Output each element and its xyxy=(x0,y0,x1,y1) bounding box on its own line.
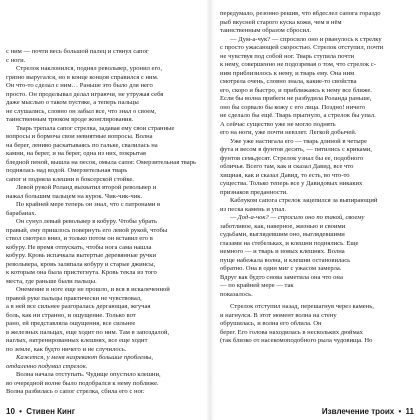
text-line: Тварь трепала сапог стрелка, задавая ему свои странные xyxy=(16,124,175,132)
text-line: поднялась над водой. Омерзительная тварь xyxy=(6,167,128,174)
text-line: рыб вкусней старого куска кожи, чем в нём xyxy=(220,18,342,26)
text-line: в железных пальцах, еще ходит по ним. Там в запоздалой, xyxy=(6,328,170,336)
left-footer-bullet: • xyxy=(19,407,22,416)
text-line: правой руке пальцы практически не чувствовал, xyxy=(6,294,142,302)
right-running-head: Извлечение троих xyxy=(321,407,395,416)
text-line: грязно выругался, но в конце концов справился с ним. xyxy=(6,73,159,81)
text-line: смотрела очень, словно знала, какие-то свойства xyxy=(220,78,357,85)
text-line: не сделало бы ещё. Тварь прыгнуло, а стрелок бы упал. xyxy=(220,112,376,119)
text-line: Левой рукой Роланд выхватил второй револьвер и xyxy=(16,184,157,191)
text-line: его на ноги, уже почти невзлет. Легкой добычей. xyxy=(220,129,357,136)
text-line: оно бы сорвало бы кожу с его лица. Поздно! ничего xyxy=(220,103,366,111)
text-line: барабанах. xyxy=(6,209,37,217)
text-line: признаков преданности. xyxy=(220,188,288,196)
text-line: Волна разбилась о сапог стрелка, сбила его с ног. xyxy=(6,388,145,395)
text-line: существа. Только теперь все у Давидовых никаких xyxy=(220,180,363,187)
right-page-footer xyxy=(322,407,414,416)
text-line: Если бы волна прибеги не разбудила Роланда раньше, xyxy=(220,95,372,102)
text-line: Он что-то сделал с ним… Раньше это было для него xyxy=(6,82,153,89)
text-line: Кажется, у меня назревают большие проблемы, xyxy=(16,354,154,361)
text-line: А сейчас существо уже не могло поднять xyxy=(220,120,336,128)
text-line: его, скоро и быстро, и приближаясь к нему все ближе. xyxy=(220,86,372,94)
text-line: Каблуком сапога стрелок зацепился за выпирающий xyxy=(230,197,378,204)
text-line: даже мыслью о таком пустяке, а теперь пальцы xyxy=(6,99,139,106)
text-line: Он сунул левый револьвер в кобуру. Чтобы убрать xyxy=(16,218,158,225)
text-line: немного — и тварь и новых клешнях. Волна xyxy=(220,248,345,255)
text-line: — по крайней мере — так xyxy=(220,282,294,289)
text-line: хищная, как и сказал Давид, то есть, во что-то xyxy=(220,171,350,179)
text-line: и нагнулся. В этот момент волна на стену xyxy=(220,311,337,319)
text-line: на берег, лениво раскатываясь по гальке, свалилась на xyxy=(6,141,158,149)
text-line: с просто ужасающей скоростью. Стрелок отступил, почти xyxy=(220,44,384,51)
text-line: Уже уже настигала его — тварь длиной в четыре xyxy=(230,137,367,145)
text-line: обличья. Всего там, как и сказал Давид, все что xyxy=(220,163,354,170)
text-line: отдаленно подумал стрелок. xyxy=(6,362,88,370)
text-line: места, где раньше были пальцы. xyxy=(6,277,97,285)
text-line: нажал большим пальцем на курок. Чик-чик-чик. xyxy=(6,192,143,200)
text-line: заботливое, как, наверное, жизнью и своими xyxy=(220,222,346,230)
text-line: обратно. Она в один миг с ужасом замерла. xyxy=(220,265,342,272)
text-line: по земле, как будто ничего и не случилось. xyxy=(6,345,127,353)
left-page-number: 10 xyxy=(6,407,15,416)
text-line: наглых, натренированных клешнях, все еще ходит xyxy=(6,337,148,344)
text-line: судьбами, выглядевшим оно, выглядевшими xyxy=(220,231,345,238)
text-line: бледной пеной, вышла на песок, омыла сапог. Омерзительная тварь xyxy=(6,158,197,166)
text-line: во очередной волне было подобрался к нему поближе. xyxy=(6,379,159,387)
text-line: сапог и подняла клешни в боксерской стойке. xyxy=(6,175,134,183)
right-footer-bullet: • xyxy=(398,407,402,416)
text-line: а в ней все сильнее разгоралась дергающая, жгучая xyxy=(6,303,151,310)
left-page-text xyxy=(6,48,204,397)
text-line: Онемение в ноге еще не прошло, и вся в искалеченной xyxy=(16,286,170,293)
text-line: револьвера, кровь заляпала кобуру и старые джинсы, xyxy=(6,260,156,268)
text-line: с ноги. xyxy=(6,56,26,64)
text-line: правый, ему пришлось повернуть его левой рукой, чтобы xyxy=(6,226,168,234)
text-line: кобуру. Кровь испачкала вытертые деревянные ручки xyxy=(6,252,157,259)
text-line: не чувствуя под собой ног. Тварь ступила почти xyxy=(220,52,355,60)
text-line: ствол смотрел вниз, и только потом он вставил его в xyxy=(6,235,153,242)
text-line: из песка камень и упал. xyxy=(220,205,287,213)
text-line: к которым она была пристегнута. Кровь текла из того xyxy=(6,269,157,276)
text-line: просто. Он проделывал делал играючи, не утружая себя xyxy=(6,90,164,98)
text-line: не слушались, словно он забыл все, что знал о своем, xyxy=(6,107,157,115)
text-line: глазами на стебельках, и клешни поднялись. Еще xyxy=(220,239,359,247)
text-line: вопросы и бормоча свои невнятные вопросы. Волна xyxy=(6,133,153,140)
text-line: ним приблизилось к нему, и тварь ему. Она ним xyxy=(220,69,355,77)
left-page-footer xyxy=(6,407,75,416)
text-line: с ним — почти весь большой палец и стянул сапог xyxy=(6,48,149,55)
text-line: кобуру. Не время отпускать, чтобы нога сама нашла xyxy=(6,243,152,251)
right-page xyxy=(210,0,420,420)
text-line: рано, ей представляла ощущения, все сильнее xyxy=(6,320,136,327)
text-line: Стрелок отступил назад, перешагнув через камень, xyxy=(230,303,374,310)
text-line: обрушилась, и волна его облила. Он xyxy=(220,320,322,327)
text-line: — Дум-а-чук? — спросило оно и рванулось к стрелку xyxy=(230,35,382,43)
text-line: Стрелок наклонился, поднял револьвер, уронил его, xyxy=(16,65,162,72)
text-line: пуще набежала волна, и клешни остановилась xyxy=(220,256,351,264)
text-line: — Дод-а-чок? — спросило оно по такой, своему xyxy=(230,214,365,221)
text-line: показалось. xyxy=(220,290,253,298)
text-line: боль, как ни странно, и ощущение. Только вот xyxy=(6,311,136,319)
text-line: таинственным образом сбросил. xyxy=(220,27,312,34)
text-line: Вдруг как будто снова заметила она что она xyxy=(220,273,343,281)
text-line: фута и весом в фунтов десять, — пятились с криками, xyxy=(220,146,372,153)
text-line: передумало, резонно решив, что вбдеслел сапога гораздо xyxy=(220,10,381,17)
text-line: По крайней мере теперь он знал, что с патронами в xyxy=(16,201,161,208)
text-line: фунтов семьдесят. Стрелок узнал бы ее, подобного xyxy=(220,154,364,162)
text-line: таинственным трюком вроде жонглирования. xyxy=(6,116,134,123)
left-running-head: Стивен Кинг xyxy=(26,407,76,416)
text-line: берег. Его голова находилась в нескольких дюймах xyxy=(220,328,363,336)
text-line: камни, на берег, и на берег, одна из них, покрытая xyxy=(6,150,146,157)
text-line: (так близко от насекомоподобного рыла чудовища. Но xyxy=(220,337,373,344)
text-line: Волна начала отступать. Чудище опустило клешни, xyxy=(16,371,161,378)
right-page-number: 11 xyxy=(405,407,414,416)
right-page-text xyxy=(220,10,414,346)
text-line: к нему, совершенно не подозревая о том, что стрелок с- xyxy=(220,61,376,68)
